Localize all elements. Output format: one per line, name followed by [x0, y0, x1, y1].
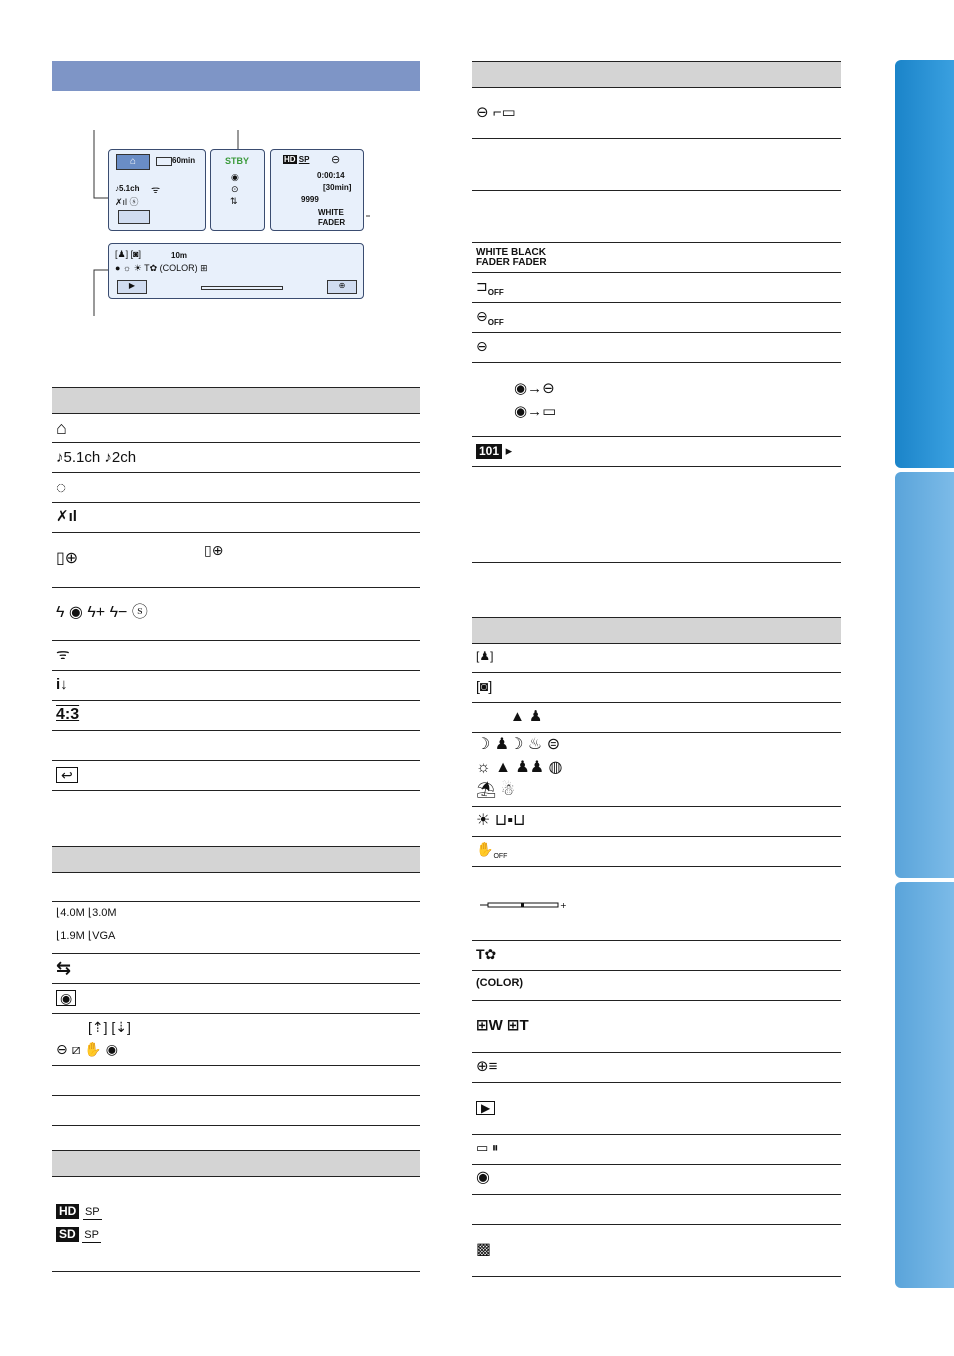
remaining-time: 60min: [172, 156, 196, 165]
lcd-top-mid: [210, 149, 265, 231]
table-header-1: [52, 387, 420, 414]
eye-icon: ⊙: [231, 184, 239, 194]
color-label: COLOR: [479, 977, 520, 989]
folder-number: 101: [476, 444, 502, 459]
tele-macro-icon: T✿: [476, 946, 497, 962]
hd-quality-icon: [56, 1204, 102, 1220]
sd-quality-icon: [56, 1227, 101, 1243]
eye-icon: ◉: [56, 990, 76, 1006]
photo-size-icon-2: ⌊1.9M ⌊VGA: [56, 930, 116, 942]
table-row: [52, 761, 420, 791]
folder-icon: 101 ▸: [476, 444, 512, 459]
table-2: [52, 872, 420, 1126]
scene-icons: ● ☼ ☀ T✿ (COLOR) ⊞: [115, 263, 208, 273]
table-5: [472, 643, 841, 1277]
scene-icons-3: ⛱ ☃: [476, 782, 516, 799]
table-3: [52, 1176, 420, 1272]
disc-icon: ⊖: [476, 338, 488, 354]
table-row: [472, 303, 841, 333]
status-text: STBY: [225, 156, 250, 166]
table-row: [472, 363, 841, 437]
aspect-ratio-label: 4:3: [56, 706, 80, 723]
section-header-bar: [52, 61, 420, 91]
home-button[interactable]: ⌂: [116, 154, 150, 170]
table-row: [52, 984, 420, 1014]
hd-label: HD: [56, 1204, 79, 1219]
fader-line-1: WHITE: [318, 208, 344, 217]
table-row: [472, 243, 841, 273]
spot-meter-icon: [◙]: [476, 678, 493, 694]
lcd-top-left: [108, 149, 206, 231]
table-row: [472, 643, 841, 673]
table-row: [52, 1014, 420, 1066]
thumbnail-index-icon: ▩: [476, 1241, 492, 1258]
hd-sp-label: [283, 155, 309, 164]
disc-off-icon: $⊖_{OFF}$: [476, 308, 504, 327]
gps-icon: ✗ıl ⓢ: [115, 197, 139, 207]
gps-signal-icon: ✗ıl: [56, 508, 77, 525]
photo-count: 9999: [301, 195, 319, 204]
scene-icons-1: ☽ ♟☽ ♨ ⊜: [476, 736, 561, 753]
table-1: [52, 413, 420, 791]
photo-size-1.9m: 1.9M: [60, 930, 85, 942]
sp-text: SP: [298, 155, 310, 164]
table-row: [472, 703, 841, 733]
camera-icon: ◉: [231, 172, 239, 182]
battery-icon: [156, 157, 172, 166]
table-row: [52, 533, 420, 588]
tele-macro-icon-2: ▯⊕: [204, 542, 224, 558]
photo-size-icon: ⌊4.0M ⌊3.0M: [56, 907, 117, 919]
audio-mode-text: ♪5.1ch ♪2ch: [56, 449, 137, 466]
fader-label-2: FADER FADER: [476, 257, 547, 268]
table-row: [52, 641, 420, 671]
table-row: [52, 1096, 420, 1126]
table-header-2: [52, 846, 420, 873]
table-row: [472, 1225, 841, 1277]
table-row: [472, 1135, 841, 1165]
table-row: [52, 443, 420, 473]
mic-level-icon: ⇅: [230, 196, 238, 206]
remaining-minutes: [30min]: [323, 183, 352, 192]
table-row: [472, 867, 841, 941]
table-row: [472, 673, 841, 703]
repeat-icon: ↩: [56, 767, 78, 783]
table-row: [472, 971, 841, 1001]
table-row: [472, 191, 841, 243]
sp-label: SP: [84, 1206, 100, 1218]
table-row: [52, 902, 420, 954]
table-row: [472, 467, 841, 563]
disc-icon: ⊖: [331, 154, 341, 166]
table-row: [52, 588, 420, 641]
table-row: [472, 139, 841, 191]
photo-to-card-icon: ◉→▭: [514, 403, 557, 420]
camera-icon: ◉: [476, 1169, 490, 1186]
table-row: [472, 733, 841, 807]
table-row: [472, 941, 841, 971]
table-row: [472, 333, 841, 363]
fader-label-1: WHITE BLACK: [476, 247, 546, 258]
wireless-icon: ᯤ: [151, 185, 161, 196]
table-row: [472, 87, 841, 139]
side-tab-2[interactable]: [895, 472, 954, 878]
hd-text: HD: [284, 155, 296, 164]
off-label-3: OFF: [493, 852, 508, 860]
table-row: [52, 1176, 420, 1272]
slideshow-pause-icon: ▭ ⏸: [476, 1140, 499, 1155]
loop-icon: ⇆: [56, 958, 72, 978]
flash-icons: ϟ ◉ ϟ+ ϟ− ⓢ: [56, 604, 148, 621]
zoom-slider-icon: [478, 900, 568, 910]
mic-level-icon: i↓: [56, 676, 68, 693]
table-row: [52, 731, 420, 761]
table-row: [472, 1053, 841, 1083]
display-off-icon: $⊐_{OFF}$: [476, 278, 504, 297]
table-row: [52, 413, 420, 443]
photo-size-vga: VGA: [92, 930, 116, 942]
off-label-2: OFF: [487, 317, 504, 327]
menu-button[interactable]: [118, 210, 150, 224]
focus-icons: ▲ ♟: [510, 708, 543, 725]
table-row: [52, 954, 420, 984]
lcd-top-right: [270, 149, 364, 231]
color-slow-shutter-icon: (COLOR): [476, 977, 524, 989]
scene-icons-2: ☼ ▲ ♟♟ ◍: [476, 759, 563, 776]
off-label: OFF: [487, 287, 504, 297]
counter-time: 0:00:14: [317, 171, 345, 180]
zoom-bar: [201, 286, 283, 290]
sp-label-2: SP: [84, 1229, 99, 1241]
zoom-distance: 10m: [171, 251, 188, 260]
home-icon: ⌂: [56, 418, 67, 438]
table-row: [52, 701, 420, 731]
table-header-3: [52, 1150, 420, 1177]
option-button[interactable]: ⊕: [327, 280, 357, 294]
svg-text:+: +: [560, 901, 567, 910]
table-row: [52, 872, 420, 902]
wireless-icon: ᯤ: [56, 646, 70, 663]
steadyshot-off-icon: $✋_{OFF}$: [476, 841, 508, 860]
conversion-lens-icons: ⊞W ⊞T: [476, 1017, 529, 1034]
table-row: [52, 671, 420, 701]
table-row: [52, 1066, 420, 1096]
face-icon: [♟] [◙]: [115, 249, 142, 259]
table-header-5: [472, 617, 841, 644]
option-icon: ⊕≡: [476, 1058, 498, 1075]
table-4: [472, 87, 841, 563]
table-row: [472, 1001, 841, 1053]
lcd-bottom: [108, 243, 364, 299]
table-row: [472, 437, 841, 467]
self-timer-icon: ◌: [56, 478, 67, 497]
table-row: [472, 837, 841, 867]
table-header-4: [472, 61, 841, 88]
white-balance-icons: ☀ ⊔▪⊔: [476, 812, 526, 829]
warning-icons-1: [⇡] [⇣]: [88, 1019, 131, 1035]
warning-icons-2: ⊖ ⧄ ✋ ◉: [56, 1041, 118, 1057]
table-row: [472, 1165, 841, 1195]
table-row: [472, 273, 841, 303]
table-row: [472, 807, 841, 837]
side-tab-1[interactable]: [895, 60, 954, 468]
media-icons: ⊖ ⌐▭: [476, 104, 516, 121]
table-row: [52, 473, 420, 503]
table-row: [52, 503, 420, 533]
play-icon: ▶: [476, 1101, 495, 1115]
table-row: [472, 1195, 841, 1225]
playback-button[interactable]: ▶: [117, 280, 147, 294]
audio-mode: ♪5.1ch: [115, 184, 140, 193]
photo-size-4m: 4.0M: [60, 907, 85, 919]
side-tab-3[interactable]: [895, 882, 954, 1288]
photo-to-disc-icon: ◉→⊖: [514, 380, 555, 397]
tele-macro-icon: ▯⊕: [56, 550, 79, 567]
sd-label: SD: [56, 1227, 79, 1242]
face-detect-icon: [♟]: [476, 649, 494, 663]
fader-line-2: FADER: [318, 218, 346, 227]
photo-size-3m: 3.0M: [92, 907, 117, 919]
table-row: [472, 1083, 841, 1135]
